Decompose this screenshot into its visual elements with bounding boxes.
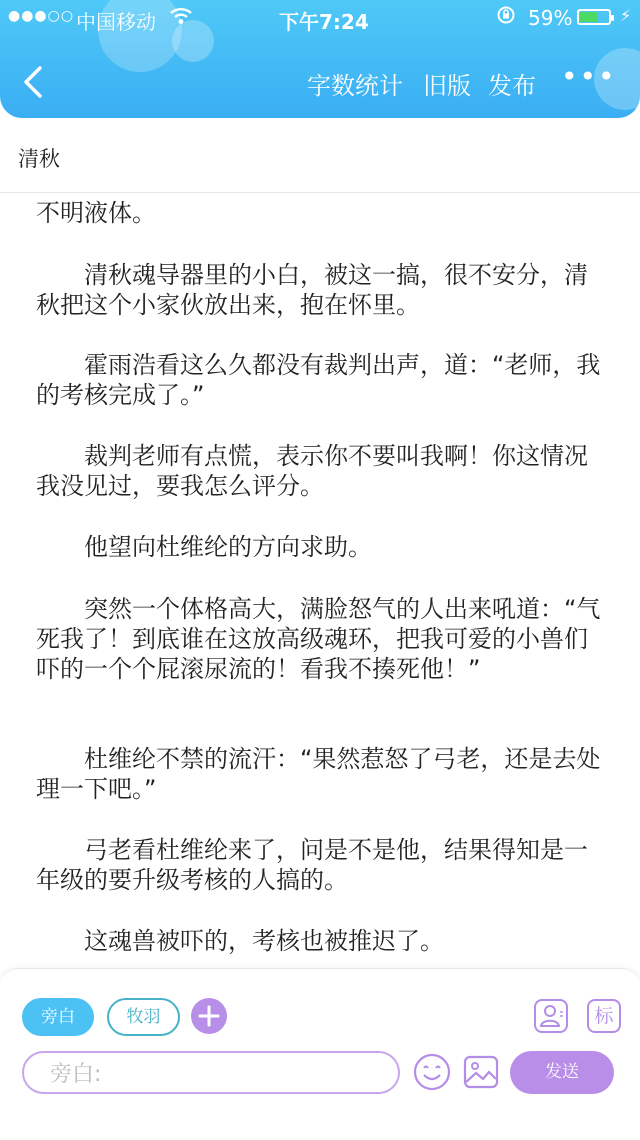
carrier-name: 中国移动: [76, 10, 156, 34]
back-button[interactable]: [18, 62, 58, 106]
add-role-button[interactable]: [191, 998, 227, 1034]
top-navigation-bar: [0, 0, 640, 118]
current-character-bar: [0, 118, 640, 193]
status-time: 下午7:24: [279, 10, 369, 34]
story-paragraph: 霍雨浩看这么久都没有裁判出声，道：“老师，我的考核完成了。”: [36, 351, 601, 409]
charging-icon: ⚡︎: [620, 6, 632, 25]
composer-panel: [0, 968, 640, 1140]
signal-strength: ●●●○○: [8, 8, 75, 24]
story-paragraph: 这魂兽被吓的，考核也被推迟了。: [84, 927, 444, 955]
story-paragraph: 突然一个体格高大，满脸怒气的人出来吼道：“气死我了！到底谁在这放高级魂环，把我可爱的小兽们吓的一个个屁滚尿流的！看我不揍死他！”: [36, 595, 601, 683]
rotation-lock-icon: [496, 5, 516, 30]
story-paragraph: 他望向杜维纶的方向求助。: [84, 533, 372, 561]
plus-icon: [191, 998, 227, 1034]
story-paragraph: 杜维纶不禁的流汗：“果然惹怒了弓老，还是去处理一下吧。”: [36, 745, 601, 803]
image-button[interactable]: [462, 1053, 500, 1091]
word-count-button[interactable]: 字数统计: [307, 72, 403, 100]
message-input-wrapper: [22, 1051, 400, 1094]
more-options-button[interactable]: •••: [561, 60, 617, 93]
role-chip-muyu[interactable]: 牧羽: [107, 998, 180, 1036]
battery-percentage: 59%: [528, 6, 573, 30]
role-settings-button[interactable]: [534, 999, 568, 1033]
story-paragraph: 不明液体。: [36, 199, 156, 227]
chevron-left-icon: [18, 62, 48, 102]
story-paragraph: 弓老看杜维纶来了，问是不是他，结果得知是一年级的要升级考核的人搞的。: [36, 836, 588, 894]
character-name: 清秋: [18, 147, 60, 171]
publish-button[interactable]: 发布: [488, 72, 536, 100]
smiley-icon: [412, 1052, 452, 1092]
user-icon: [536, 1001, 566, 1031]
story-paragraph: 清秋魂导器里的小白，被这一搞，很不安分，清秋把这个小家伙放出来，抱在怀里。: [36, 261, 588, 319]
image-icon: [462, 1053, 500, 1091]
story-content[interactable]: [0, 193, 640, 968]
battery-icon: [577, 9, 611, 25]
story-paragraph: 裁判老师有点慌，表示你不要叫我啊！你这情况我没见过，要我怎么评分。: [36, 442, 588, 500]
role-chip-narrator[interactable]: 旁白: [22, 998, 94, 1036]
emoji-button[interactable]: [412, 1052, 452, 1092]
battery-level-fill: [580, 12, 597, 22]
status-bar: [0, 0, 640, 36]
send-button[interactable]: 发送: [510, 1051, 614, 1094]
old-version-button[interactable]: 旧版: [423, 72, 471, 100]
mark-button[interactable]: 标: [587, 999, 621, 1033]
message-input[interactable]: [48, 1058, 382, 1090]
wifi-icon: [170, 6, 192, 30]
